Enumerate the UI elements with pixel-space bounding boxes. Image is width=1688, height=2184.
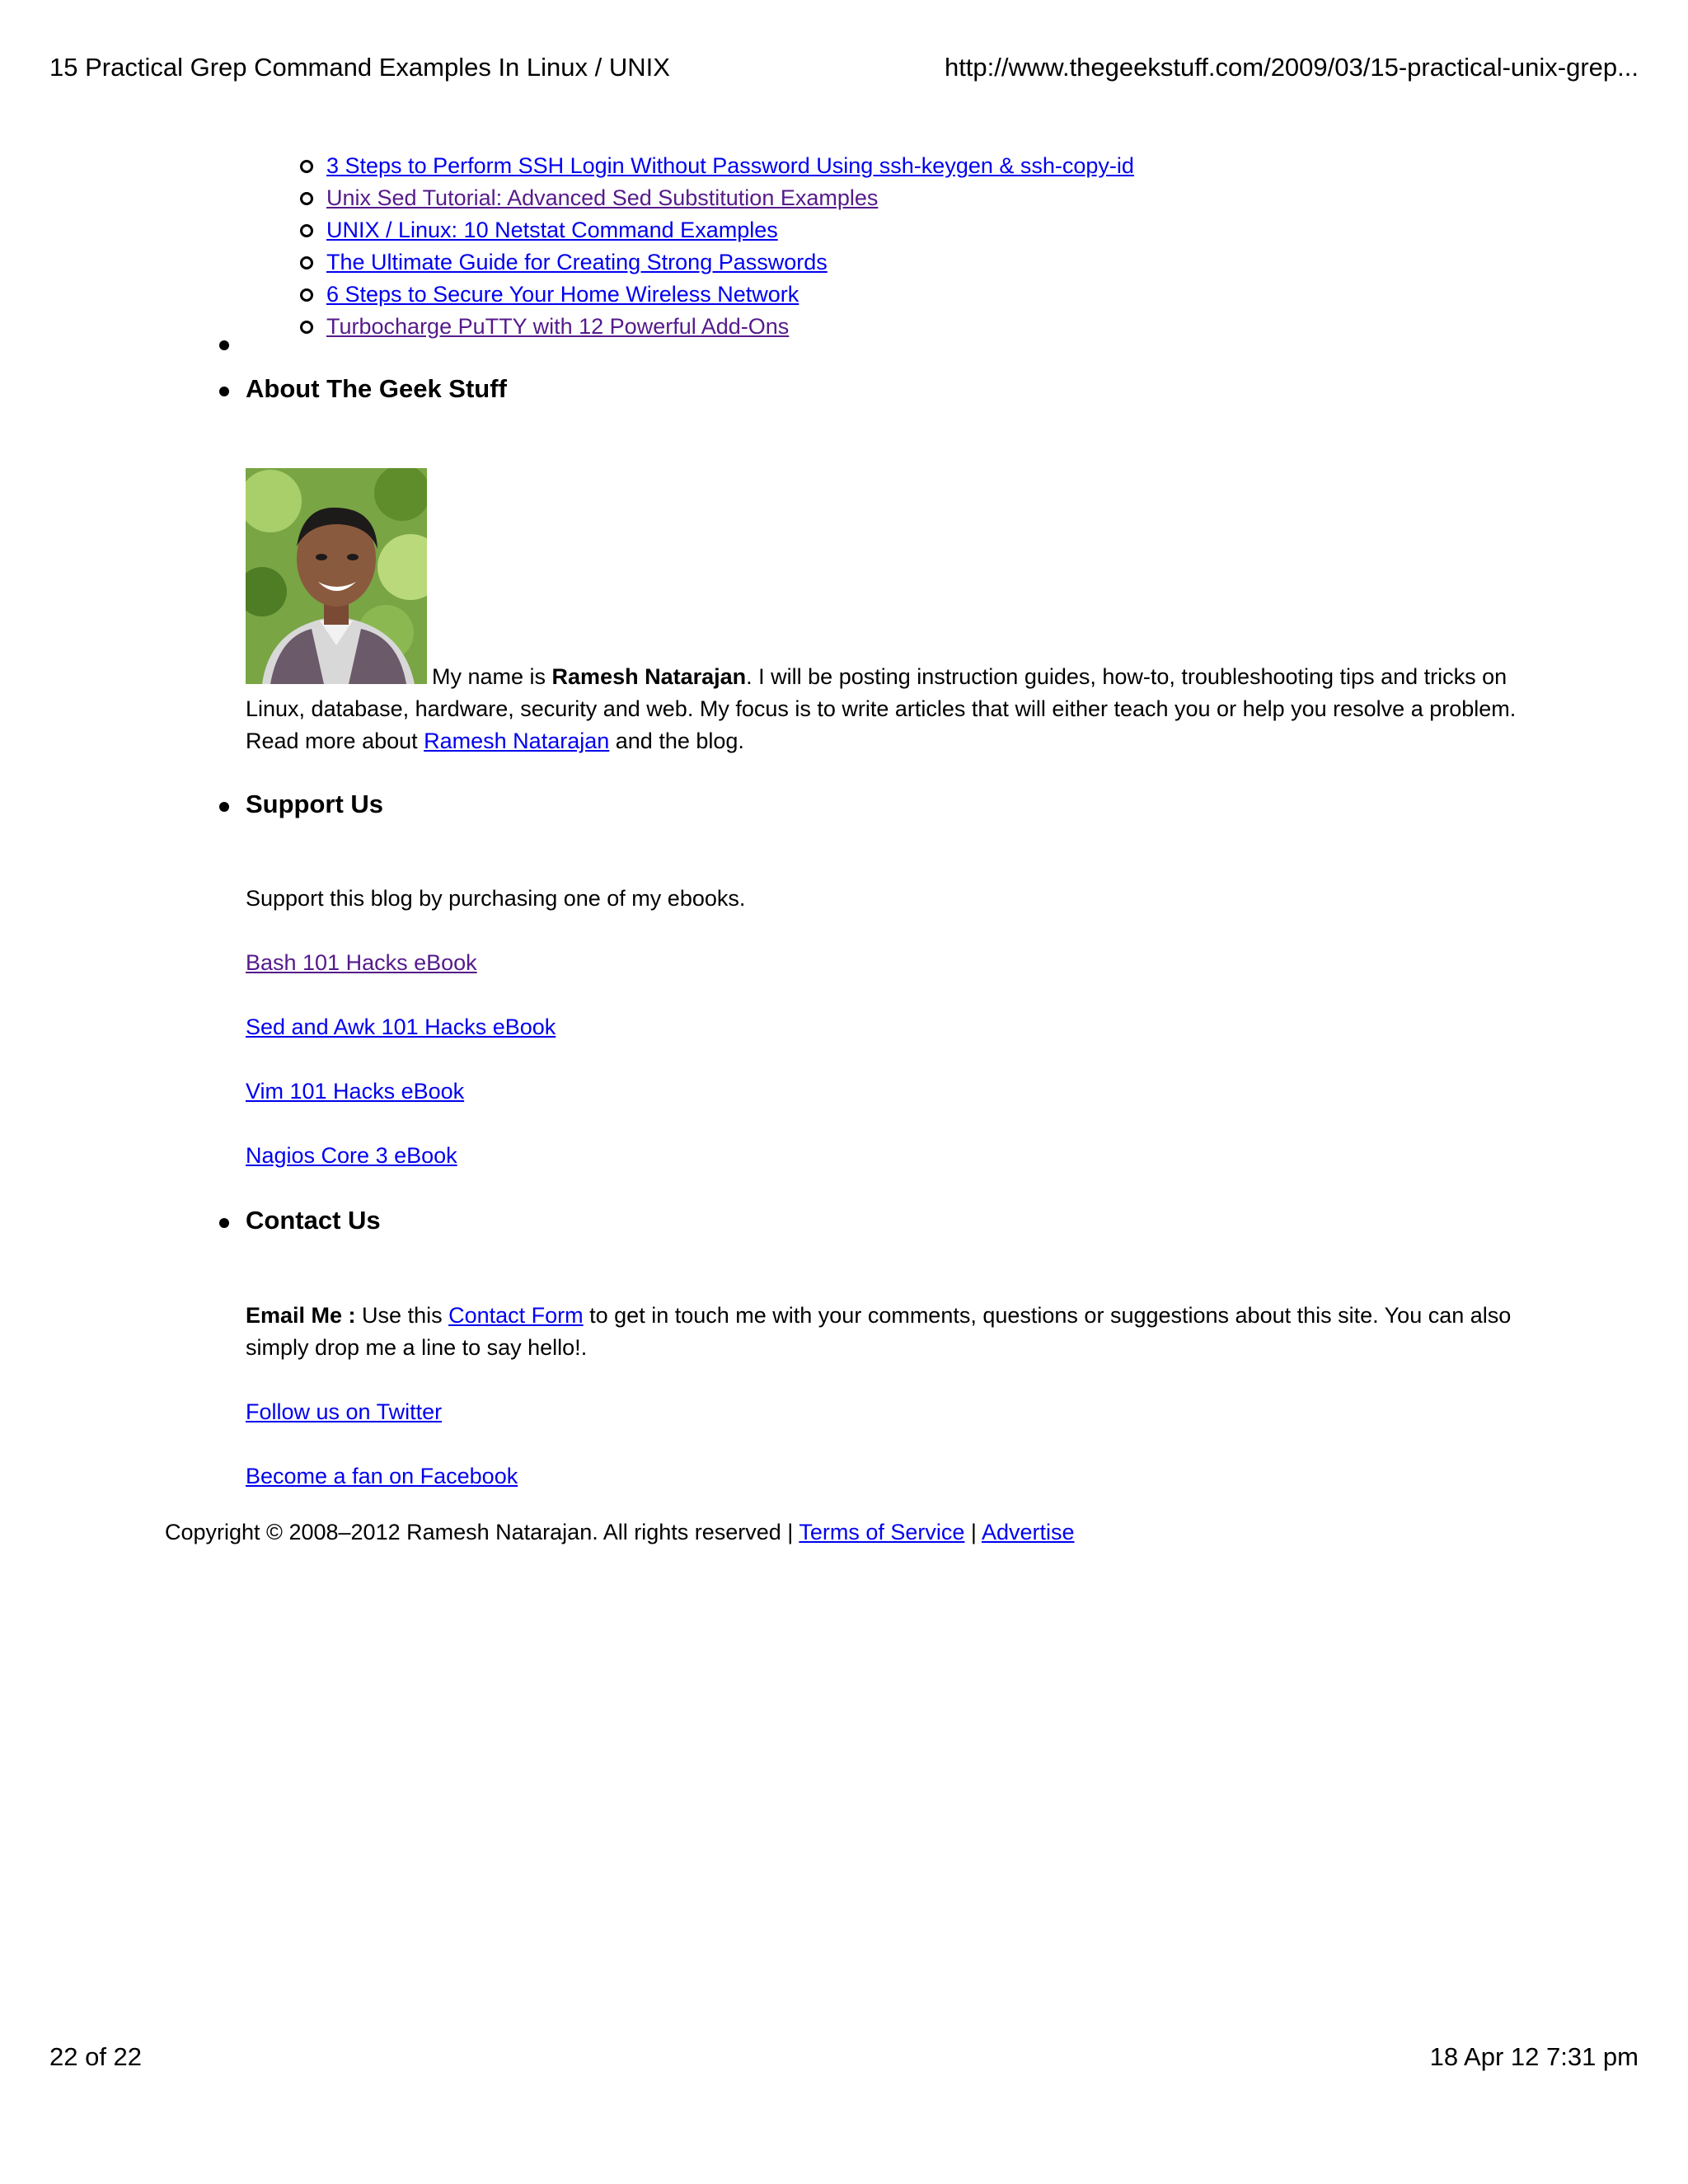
author-name: Ramesh Natarajan <box>551 664 747 689</box>
print-footer-page-number: 22 of 22 <box>49 2042 143 2071</box>
list-item <box>298 151 1134 183</box>
related-link-putty[interactable]: Turbocharge PuTTY with 12 Powerful Add-Ons <box>326 314 790 339</box>
about-text-line-1: My name is Ramesh Natarajan. I will be posting instruction guides, how-to, troubleshooting tips and tricks on <box>432 664 1507 689</box>
support-heading: Support Us <box>246 790 384 818</box>
contact-heading: Contact Us <box>246 1206 381 1235</box>
bullet-icon <box>219 802 229 812</box>
bullet-icon <box>219 387 229 396</box>
circle-bullet-icon <box>300 288 313 302</box>
ebook-link-bash[interactable]: Bash 101 Hacks eBook <box>246 950 477 975</box>
contact-form-link[interactable]: Contact Form <box>448 1303 584 1328</box>
copyright-line: Copyright © 2008–2012 Ramesh Natarajan. All rights reserved | Terms of Service | Advertise <box>165 1520 1075 1544</box>
contact-text-line-2: simply drop me a line to say hello!. <box>246 1335 588 1360</box>
list-item <box>298 247 1134 279</box>
empty-bullet-icon <box>219 340 229 350</box>
ebook-link-sed-awk[interactable]: Sed and Awk 101 Hacks eBook <box>246 1015 556 1039</box>
print-footer-date: 18 Apr 12 7:31 pm <box>1429 2042 1639 2071</box>
author-photo <box>246 468 427 684</box>
ebook-link-nagios[interactable]: Nagios Core 3 eBook <box>246 1143 457 1168</box>
print-header-url: http://www.thegeekstuff.com/2009/03/15-practical-unix-grep... <box>944 53 1639 82</box>
print-header-title: 15 Practical Grep Command Examples In Linux / UNIX <box>49 53 670 82</box>
related-link-netstat[interactable]: UNIX / Linux: 10 Netstat Command Examples <box>326 218 778 242</box>
related-link-sed-tutorial[interactable]: Unix Sed Tutorial: Advanced Sed Substitution Examples <box>326 185 879 210</box>
support-intro: Support this blog by purchasing one of my ebooks. <box>246 886 746 911</box>
about-text-line-3: Read more about Ramesh Natarajan and the blog. <box>246 729 744 753</box>
twitter-link[interactable]: Follow us on Twitter <box>246 1399 443 1424</box>
author-portrait-image <box>246 468 427 684</box>
circle-bullet-icon <box>300 192 313 205</box>
ebook-link-vim[interactable]: Vim 101 Hacks eBook <box>246 1079 465 1104</box>
circle-bullet-icon <box>300 224 313 237</box>
author-link[interactable]: Ramesh Natarajan <box>424 729 610 753</box>
email-label: Email Me : <box>246 1303 356 1328</box>
related-link-wireless[interactable]: 6 Steps to Secure Your Home Wireless Network <box>326 282 799 307</box>
list-item <box>298 215 1134 247</box>
about-heading: About The Geek Stuff <box>246 374 507 403</box>
list-item <box>298 279 1134 312</box>
list-item <box>298 312 1134 344</box>
related-posts-list <box>298 151 1134 344</box>
list-item <box>298 183 1134 215</box>
advertise-link[interactable]: Advertise <box>981 1520 1075 1544</box>
terms-of-service-link[interactable]: Terms of Service <box>799 1520 965 1544</box>
circle-bullet-icon <box>300 321 313 334</box>
facebook-link[interactable]: Become a fan on Facebook <box>246 1464 518 1488</box>
contact-text-line-1: Email Me : Use this Contact Form to get in touch me with your comments, questions or suggestions about this site. You can also <box>246 1303 1512 1328</box>
about-text-line-2: Linux, database, hardware, security and web. My focus is to write articles that will either teach you or help you resolve a problem. <box>246 696 1517 721</box>
circle-bullet-icon <box>300 160 313 173</box>
related-link-passwords[interactable]: The Ultimate Guide for Creating Strong Passwords <box>326 250 828 274</box>
circle-bullet-icon <box>300 256 313 269</box>
bullet-icon <box>219 1218 229 1228</box>
related-link-ssh-login[interactable]: 3 Steps to Perform SSH Login Without Password Using ssh-keygen & ssh-copy-id <box>326 153 1134 178</box>
